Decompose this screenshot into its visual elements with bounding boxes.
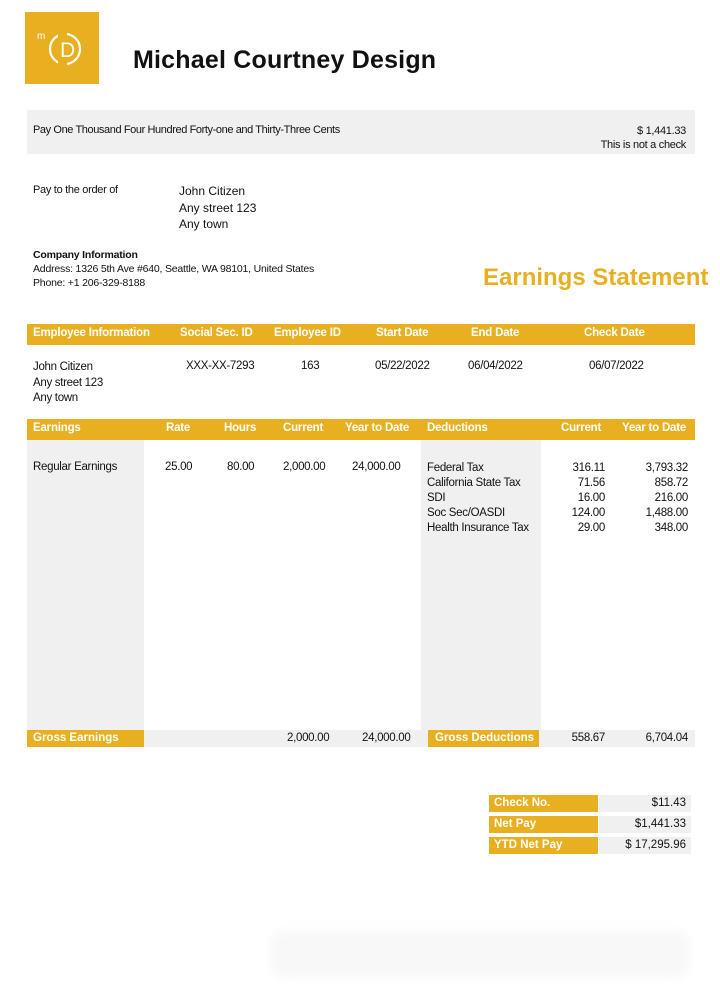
gross-earnings-current: 2,000.00 — [287, 732, 330, 744]
header-end-date: End Date — [471, 327, 520, 339]
logo-mark-icon — [25, 12, 99, 84]
gross-deductions-current: 558.67 — [571, 732, 605, 744]
employee-end-date: 06/04/2022 — [468, 360, 523, 372]
header-hours: Hours — [224, 422, 257, 434]
earnings-name-column — [27, 440, 144, 730]
header-earn-current: Current — [283, 422, 324, 434]
deduction-names — [427, 461, 529, 536]
header-employee-id: Employee ID — [274, 327, 341, 339]
header-ded-current: Current — [561, 422, 602, 434]
employee-name: John Citizen — [33, 361, 93, 373]
ytd-net-pay-value: $ 17,295.96 — [599, 837, 691, 854]
employee-ssn: XXX-XX-7293 — [186, 360, 255, 372]
employee-start-date: 05/22/2022 — [375, 360, 430, 372]
payee-address — [179, 183, 256, 233]
header-ssn: Social Sec. ID — [180, 327, 253, 339]
earning-ytd: 24,000.00 — [352, 461, 401, 473]
deduction-ytd: 348.00 — [654, 522, 688, 534]
header-earnings: Earnings — [33, 422, 81, 434]
deduction-name: SDI — [427, 492, 446, 504]
earnings-header-bar — [27, 419, 695, 440]
employee-id: 163 — [301, 360, 320, 372]
company-logo — [25, 12, 99, 84]
employee-address — [33, 360, 103, 407]
deduction-current: 16.00 — [577, 492, 605, 504]
deduction-name: California State Tax — [427, 477, 521, 489]
company-information — [33, 248, 314, 290]
not-a-check-note: This is not a check — [600, 139, 686, 151]
pay-amount-words: Pay One Thousand Four Hundred Forty-one and Thirty-Three Cents — [33, 124, 340, 136]
deduction-name: Federal Tax — [427, 462, 484, 474]
deduction-name: Soc Sec/OASDI — [427, 507, 505, 519]
deduction-ytd: 858.72 — [654, 477, 688, 489]
ytd-net-pay-label: YTD Net Pay — [489, 837, 598, 854]
company-address: Address: 1326 5th Ave #640, Seattle, WA 98101, United States — [33, 263, 315, 275]
deduction-name: Health Insurance Tax — [427, 522, 529, 534]
payee-town: Any town — [179, 217, 229, 231]
header-ded-ytd: Year to Date — [622, 422, 687, 434]
check-no-value: $11.43 — [599, 795, 691, 812]
faded-watermark — [270, 930, 690, 978]
deduction-ytd: 3,793.32 — [645, 462, 688, 474]
company-info-heading: Company Information — [33, 249, 138, 261]
employee-town: Any town — [33, 392, 78, 404]
employee-check-date: 06/07/2022 — [589, 360, 644, 372]
employee-header-bar — [27, 324, 695, 345]
header-employee-info: Employee Information — [33, 327, 150, 339]
pay-to-order-label: Pay to the order of — [33, 184, 118, 196]
earning-rate: 25.00 — [165, 461, 193, 473]
deduction-ytd: 1,488.00 — [645, 507, 688, 519]
deduction-currents — [545, 461, 605, 536]
company-name: Michael Courtney Design — [133, 46, 437, 74]
header-deductions: Deductions — [427, 422, 488, 434]
earning-hours: 80.00 — [227, 461, 255, 473]
deduction-current: 71.56 — [577, 477, 605, 489]
deduction-ytds — [620, 461, 688, 536]
svg-text:D: D — [60, 39, 76, 62]
earning-current: 2,000.00 — [283, 461, 326, 473]
earnings-statement-title: Earnings Statement — [483, 264, 709, 291]
pay-amount-block — [601, 124, 686, 152]
svg-text:m: m — [37, 31, 46, 42]
header-earn-ytd: Year to Date — [345, 422, 410, 434]
check-no-label: Check No. — [489, 795, 598, 812]
deduction-current: 316.11 — [572, 462, 605, 474]
gross-earnings-label: Gross Earnings — [27, 730, 144, 747]
pay-amount-value: $ 1,441.33 — [637, 125, 686, 137]
deduction-current: 29.00 — [577, 522, 605, 534]
employee-street: Any street 123 — [33, 376, 103, 389]
gross-deductions-ytd: 6,704.04 — [645, 732, 688, 744]
deduction-current: 124.00 — [571, 507, 605, 519]
earning-name: Regular Earnings — [33, 461, 118, 473]
payee-name: John Citizen — [179, 184, 246, 198]
header-rate: Rate — [166, 422, 191, 434]
company-phone: Phone: +1 206-329-8188 — [33, 277, 146, 289]
gross-deductions-label: Gross Deductions — [428, 730, 539, 747]
header-start-date: Start Date — [376, 327, 429, 339]
gross-earnings-ytd: 24,000.00 — [362, 732, 411, 744]
net-pay-value: $1,441.33 — [599, 816, 691, 833]
net-pay-label: Net Pay — [489, 816, 598, 833]
payee-street: Any street 123 — [179, 200, 257, 215]
header-check-date: Check Date — [584, 327, 645, 339]
deduction-ytd: 216.00 — [654, 492, 688, 504]
